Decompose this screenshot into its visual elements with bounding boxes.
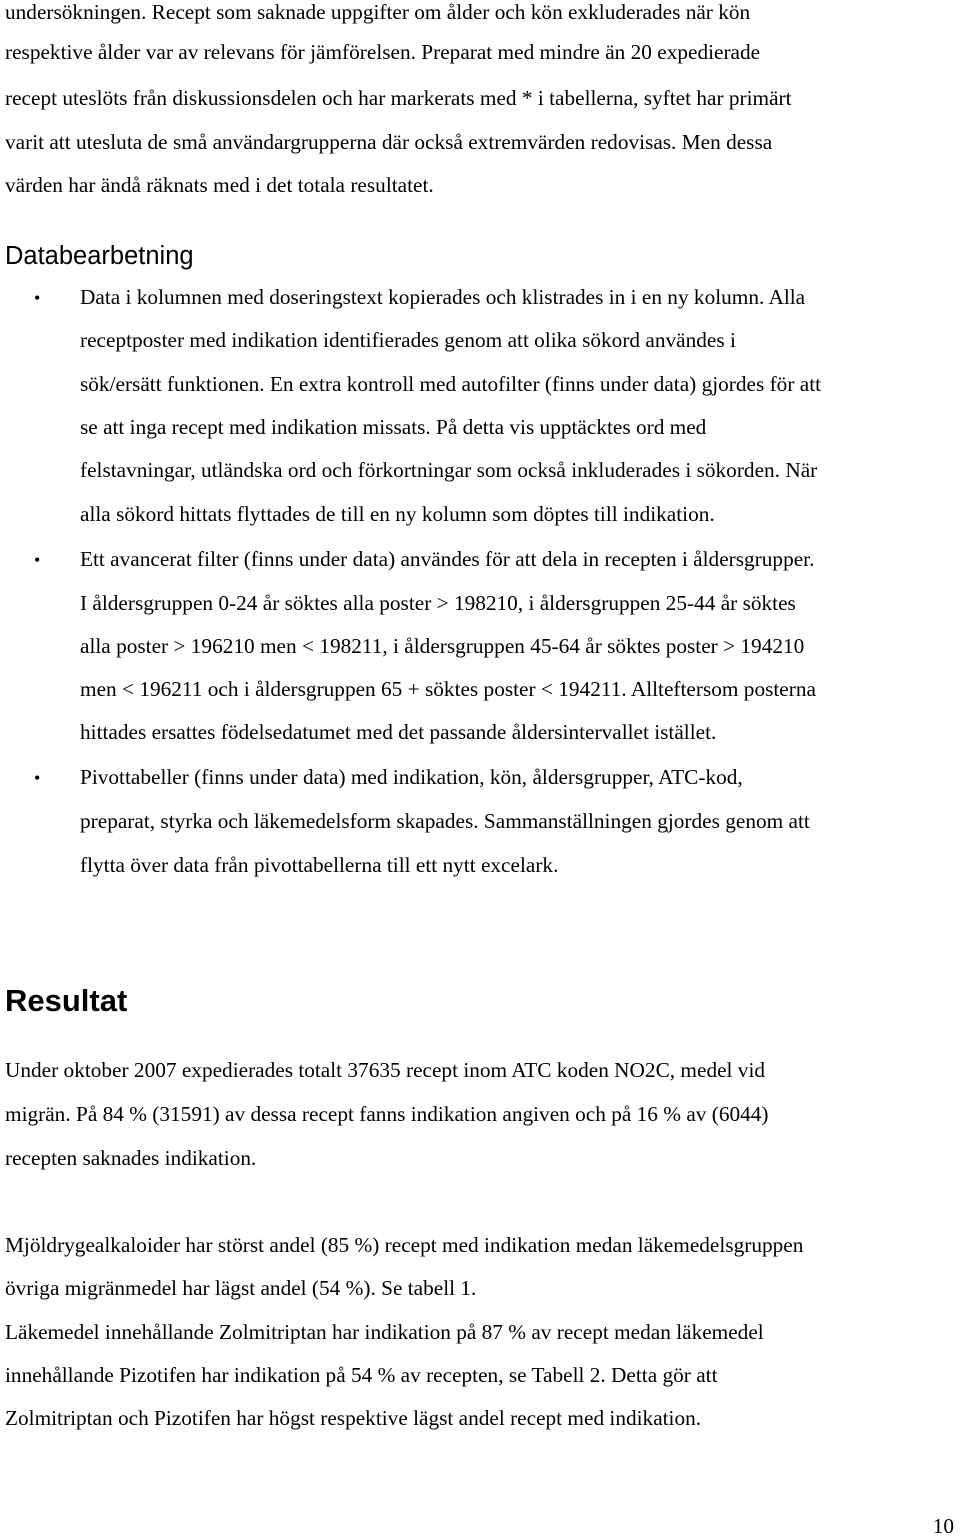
section-heading-databearbetning: Databearbetning [5,242,194,270]
resultat-para2-line: Mjöldrygealkaloider har störst andel (85 %) recept med indikation medan läkemedelsgruppen [5,1233,804,1257]
resultat-para1-line: Under oktober 2007 expedierades totalt 37635 recept inom ATC koden NO2C, medel vid [5,1058,766,1082]
resultat-para1-line: migrän. På 84 % (31591) av dessa recept fanns indikation angiven och på 16 % av (6044) [5,1102,769,1126]
intro-line: recept uteslöts från diskussionsdelen och har markerats med * i tabellerna, syftet har primärt [5,86,792,110]
intro-line: varit att utesluta de små användargrupperna där också extremvärden redovisas. Men dessa [5,130,773,154]
bullet2-line: hittades ersattes födelsedatumet med det passande åldersintervallet istället. [80,720,717,744]
bullet2-line: alla poster > 196210 men < 198211, i åldersgruppen 45-64 år söktes poster > 194210 [80,634,805,658]
resultat-para1-line: recepten saknades indikation. [5,1146,257,1170]
intro-line: respektive ålder var av relevans för jämförelsen. Preparat med mindre än 20 expedierade [5,40,761,64]
resultat-para2-line: övriga migränmedel har lägst andel (54 %). Se tabell 1. [5,1276,477,1300]
bullet-marker: • [34,768,41,788]
bullet1-line: sök/ersätt funktionen. En extra kontroll med autofilter (finns under data) gjordes för att [80,372,822,396]
bullet2-line: I åldersgruppen 0-24 år söktes alla poster > 198210, i åldersgruppen 25-44 år söktes [80,591,796,615]
resultat-para2-line: Zolmitriptan och Pizotifen har högst respektive lägst andel recept med indikation. [5,1406,702,1430]
bullet1-line: alla sökord hittats flyttades de till en ny kolumn som döptes till indikation. [80,502,715,526]
bullet3-line: preparat, styrka och läkemedelsform skapades. Sammanställningen gjordes genom att [80,809,810,833]
intro-line: undersökningen. Recept som saknade uppgifter om ålder och kön exkluderades när kön [5,0,751,24]
bullet2-line: men < 196211 och i åldersgruppen 65 + söktes poster < 194211. Allteftersom posterna [80,677,816,701]
bullet1-line: receptposter med indikation identifierades genom att olika sökord användes i [80,328,736,352]
intro-line: värden har ändå räknats med i det totala resultatet. [5,173,434,197]
section-heading-resultat: Resultat [5,983,128,1018]
bullet1-line: se att inga recept med indikation missats. På detta vis upptäcktes ord med [80,415,707,439]
bullet2-line: Ett avancerat filter (finns under data) användes för att dela in recepten i åldersgrupper. [80,547,815,571]
page-number: 10 [932,1514,954,1538]
bullet-marker: • [34,288,41,308]
bullet1-line: Data i kolumnen med doseringstext kopierades och klistrades in i en ny kolumn. Alla [80,285,806,309]
bullet-marker: • [34,550,41,570]
bullet3-line: Pivottabeller (finns under data) med indikation, kön, åldersgrupper, ATC-kod, [80,765,743,789]
bullet3-line: flytta över data från pivottabellerna till ett nytt excelark. [80,853,559,877]
resultat-para2-line: innehållande Pizotifen har indikation på 54 % av recepten, se Tabell 2. Detta gör att [5,1363,718,1387]
resultat-para2-line: Läkemedel innehållande Zolmitriptan har indikation på 87 % av recept medan läkemedel [5,1320,764,1344]
bullet1-line: felstavningar, utländska ord och förkortningar som också inkluderades i sökorden. När [80,458,818,482]
